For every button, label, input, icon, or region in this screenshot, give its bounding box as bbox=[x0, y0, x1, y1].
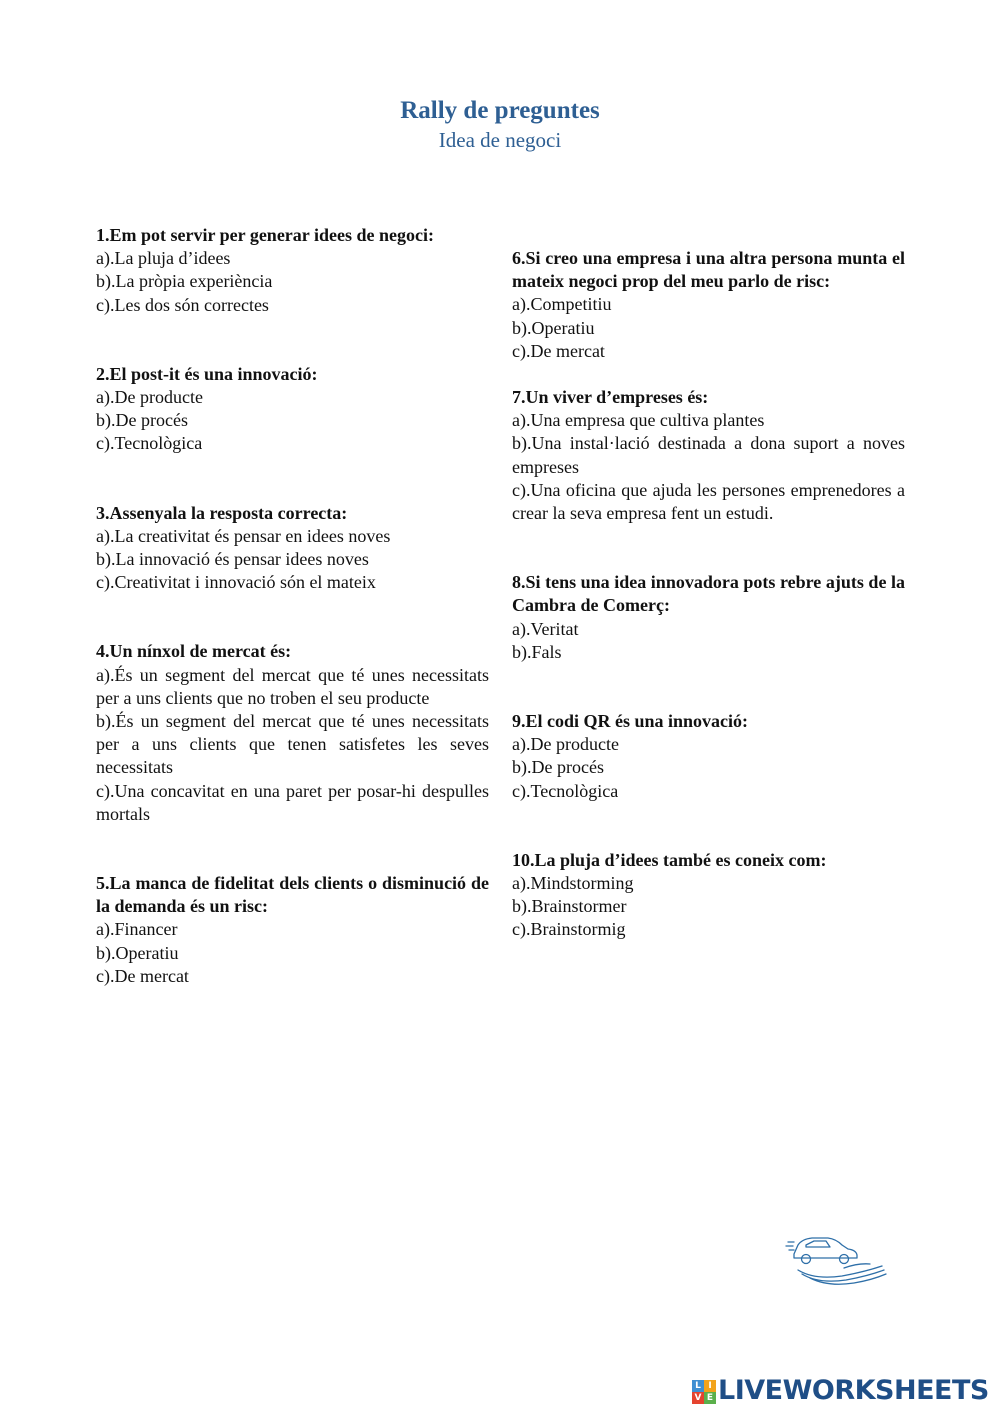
option-a[interactable]: a).Una empresa que cultiva plantes bbox=[512, 410, 765, 431]
option-a[interactable]: a).Veritat bbox=[512, 618, 579, 639]
option-c[interactable]: c).Brainstormig bbox=[512, 919, 626, 940]
question-text: 7.Un viver d’empreses és: bbox=[512, 387, 709, 408]
left-column bbox=[96, 224, 489, 988]
page-subtitle: Idea de negoci bbox=[438, 128, 562, 152]
option-c[interactable]: c).De mercat bbox=[96, 965, 189, 986]
question-text: 1.Em pot servir per generar idees de negoci: bbox=[96, 225, 434, 245]
option-b[interactable]: b).És un segment del mercat que té unes necessitats per a uns clients que tenen satisfetes les seves necessitats bbox=[96, 711, 489, 778]
question-text: 4.Un nínxol de mercat és: bbox=[96, 641, 292, 662]
option-c[interactable]: c).Tecnològica bbox=[512, 780, 619, 801]
question-text: 6.Si creo una empresa i una altra persona munta el mateix negoci prop del meu parlo de risc: bbox=[512, 248, 905, 292]
question-5 bbox=[96, 872, 489, 988]
right-column bbox=[512, 247, 905, 942]
question-2 bbox=[96, 363, 489, 456]
question-7 bbox=[512, 386, 905, 525]
option-a[interactable]: a).La creativitat és pensar en idees noves bbox=[96, 525, 391, 546]
live-grid-icon bbox=[692, 1380, 716, 1404]
grid-letter-i: I bbox=[704, 1380, 716, 1392]
option-a[interactable]: a).Mindstorming bbox=[512, 873, 634, 894]
question-3 bbox=[96, 502, 489, 595]
question-text: 8.Si tens una idea innovadora pots rebre ajuts de la Cambra de Comerç: bbox=[512, 572, 905, 616]
question-text: 2.El post-it és una innovació: bbox=[96, 363, 318, 384]
question-8 bbox=[512, 571, 905, 664]
liveworksheets-wordmark: LIVEWORKSHEETS bbox=[718, 1375, 989, 1406]
page-title: Rally de preguntes bbox=[400, 97, 600, 124]
option-c[interactable]: c).Creativitat i innovació són el mateix bbox=[96, 572, 376, 593]
option-a[interactable]: a).Financer bbox=[96, 919, 178, 940]
option-c[interactable]: c).De mercat bbox=[512, 340, 605, 361]
question-text: 5.La manca de fidelitat dels clients o disminució de la demanda és un risc: bbox=[96, 873, 489, 917]
question-6 bbox=[512, 247, 905, 363]
question-10 bbox=[512, 849, 905, 942]
option-c[interactable]: c).Tecnològica bbox=[96, 433, 203, 454]
option-b[interactable]: b).Fals bbox=[512, 641, 562, 662]
option-a[interactable]: a).És un segment del mercat que té unes necessitats per a uns clients que no troben el seu producte bbox=[96, 664, 489, 708]
option-a[interactable]: a).De producte bbox=[512, 734, 619, 755]
option-a[interactable]: a).La pluja d’idees bbox=[96, 248, 231, 269]
question-text: 10.La pluja d’idees també es coneix com: bbox=[512, 849, 827, 870]
option-b[interactable]: b).De procés bbox=[512, 757, 604, 778]
question-text: 9.El codi QR és una innovació: bbox=[512, 711, 749, 732]
option-c[interactable]: c).Una concavitat en una paret per posar-hi despulles mortals bbox=[96, 780, 489, 824]
car-hand-logo-icon bbox=[784, 1230, 888, 1288]
question-text: 3.Assenyala la resposta correcta: bbox=[96, 502, 348, 523]
option-b[interactable]: b).De procés bbox=[96, 410, 188, 431]
option-c[interactable]: c).Una oficina que ajuda les persones emprenedores a crear la seva empresa fent un estudi. bbox=[512, 479, 905, 524]
option-b[interactable]: b).La pròpia experiència bbox=[96, 271, 273, 292]
option-b[interactable]: b).Brainstormer bbox=[512, 896, 627, 917]
liveworksheets-logo bbox=[692, 1374, 992, 1408]
option-a[interactable]: a).De producte bbox=[96, 387, 203, 408]
question-4 bbox=[96, 640, 489, 826]
option-a[interactable]: a).Competitiu bbox=[512, 294, 612, 315]
grid-letter-e: E bbox=[704, 1392, 716, 1404]
question-1 bbox=[96, 224, 489, 317]
option-c[interactable]: c).Les dos són correctes bbox=[96, 294, 269, 315]
option-b[interactable]: b).Operatiu bbox=[96, 942, 179, 963]
option-b[interactable]: b).Una instal·lació destinada a dona suport a noves empreses bbox=[512, 433, 905, 477]
title-block bbox=[0, 96, 1000, 154]
grid-letter-v: V bbox=[692, 1392, 704, 1404]
question-9 bbox=[512, 710, 905, 803]
option-b[interactable]: b).Operatiu bbox=[512, 317, 595, 338]
option-b[interactable]: b).La innovació és pensar idees noves bbox=[96, 549, 369, 570]
grid-letter-l: L bbox=[692, 1380, 704, 1392]
